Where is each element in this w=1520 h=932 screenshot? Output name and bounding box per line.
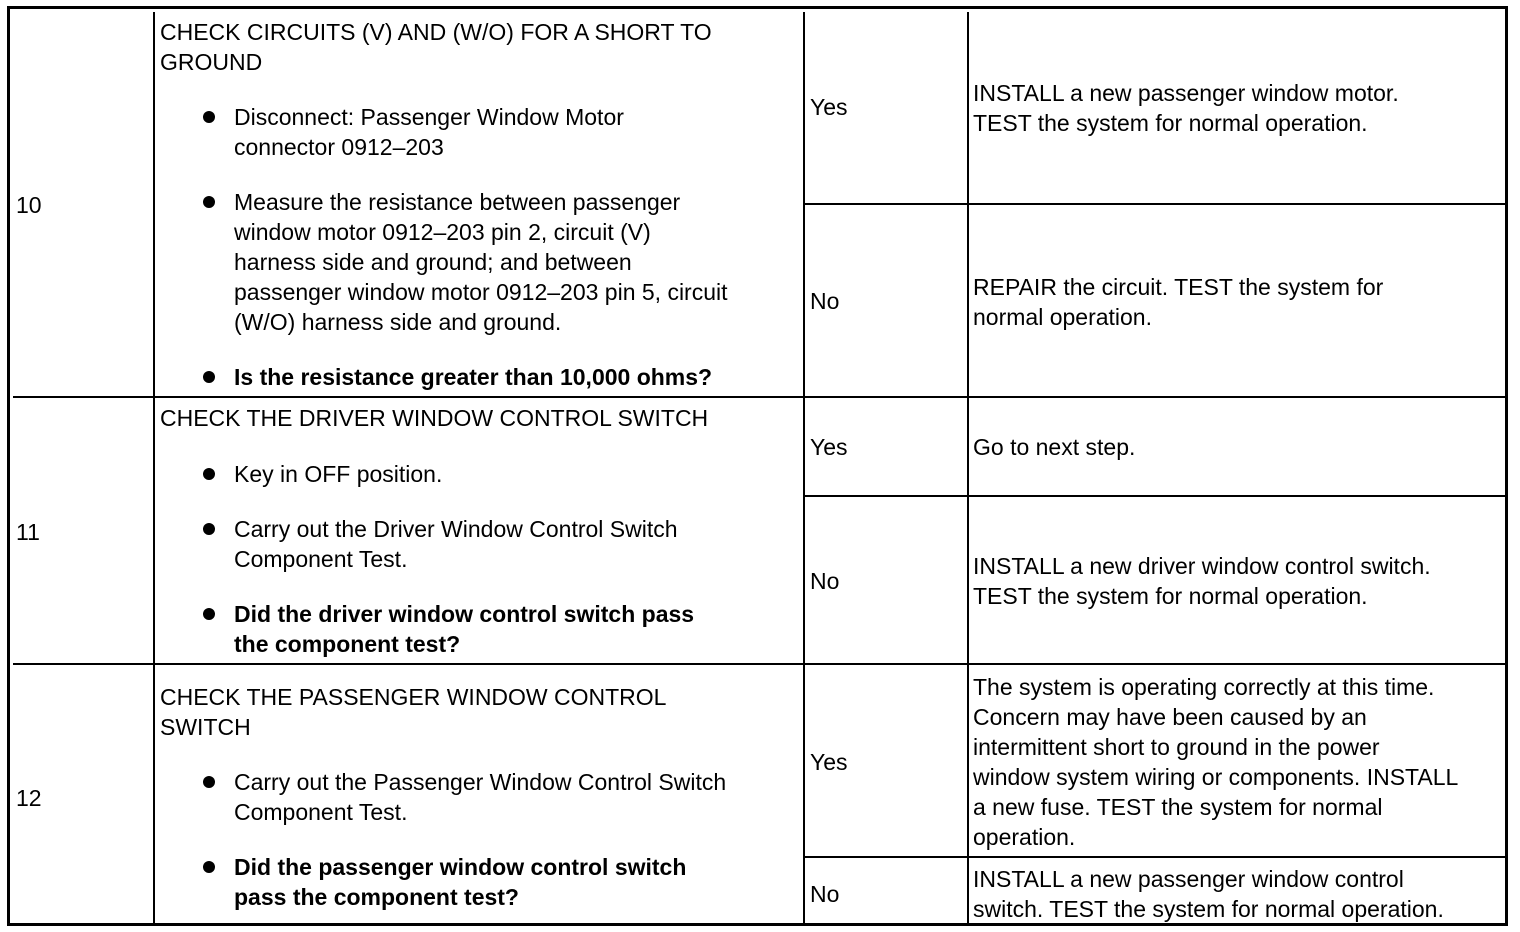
bullet-icon (203, 196, 215, 208)
step-number: 12 (16, 785, 42, 811)
action-line: normal operation. (973, 304, 1152, 330)
step-instruction-line: Measure the resistance between passenger (234, 189, 681, 215)
row-divider-1 (13, 396, 1508, 398)
row-divider-2 (13, 663, 1508, 665)
bullet-icon (203, 608, 215, 620)
action-line: TEST the system for normal operation. (973, 583, 1368, 609)
step-title-line: CHECK THE DRIVER WINDOW CONTROL SWITCH (160, 405, 709, 431)
bullet-icon (203, 861, 215, 873)
step-question-line: Did the driver window control switch pass (234, 601, 695, 627)
action-line: INSTALL a new passenger window control (973, 866, 1404, 892)
action-line: INSTALL a new passenger window motor. (973, 80, 1399, 106)
step-question-line: pass the component test? (234, 884, 519, 910)
action-line: INSTALL a new driver window control switch. (973, 553, 1431, 579)
step-number: 10 (16, 192, 42, 218)
step-instruction-line: Key in OFF position. (234, 461, 443, 487)
action-line: REPAIR the circuit. TEST the system for (973, 274, 1384, 300)
column-divider-2 (803, 12, 805, 926)
answer-no: No (810, 881, 840, 907)
answer-no: No (810, 288, 840, 314)
result-divider-step-3 (803, 856, 1508, 858)
step-instruction-line: Component Test. (234, 546, 408, 572)
action-line: operation. (973, 824, 1076, 850)
answer-yes: Yes (810, 434, 848, 460)
action-line: Concern may have been caused by an (973, 704, 1367, 730)
action-line: a new fuse. TEST the system for normal (973, 794, 1383, 820)
action-line: switch. TEST the system for normal operation. (973, 896, 1444, 922)
action-line: window system wiring or components. INSTALL (973, 764, 1459, 790)
result-divider-step-2 (803, 495, 1508, 497)
step-instruction-line: harness side and ground; and between (234, 249, 632, 275)
step-instruction-line: window motor 0912–203 pin 2, circuit (V) (234, 219, 651, 245)
bullet-icon (203, 371, 215, 383)
step-title-line: CHECK CIRCUITS (V) AND (W/O) FOR A SHORT TO (160, 19, 712, 45)
step-instruction-line: Carry out the Driver Window Control Switch (234, 516, 678, 542)
diagnostic-table (7, 6, 1508, 926)
step-instruction-line: Disconnect: Passenger Window Motor (234, 104, 624, 130)
answer-yes: Yes (810, 749, 848, 775)
step-number: 11 (16, 519, 40, 545)
step-instruction-line: Carry out the Passenger Window Control Switch (234, 769, 727, 795)
step-instruction-line: connector 0912–203 (234, 134, 444, 160)
bullet-icon (203, 523, 215, 535)
step-question-line: Is the resistance greater than 10,000 ohms? (234, 364, 713, 390)
bullet-icon (203, 111, 215, 123)
action-line: Go to next step. (973, 434, 1136, 460)
bullet-icon (203, 776, 215, 788)
step-instruction-line: Component Test. (234, 799, 408, 825)
bullet-icon (203, 468, 215, 480)
step-title-line: CHECK THE PASSENGER WINDOW CONTROL (160, 684, 667, 710)
step-title-line: GROUND (160, 49, 263, 75)
answer-no: No (810, 568, 840, 594)
step-question-line: the component test? (234, 631, 461, 657)
column-divider-3 (967, 12, 969, 926)
action-line: The system is operating correctly at this time. (973, 674, 1435, 700)
step-instruction-line: passenger window motor 0912–203 pin 5, circuit (234, 279, 728, 305)
action-line: TEST the system for normal operation. (973, 110, 1368, 136)
column-divider-1 (153, 12, 155, 926)
result-divider-step-1 (803, 203, 1508, 205)
answer-yes: Yes (810, 94, 848, 120)
step-title-line: SWITCH (160, 714, 251, 740)
action-line: intermittent short to ground in the power (973, 734, 1380, 760)
step-instruction-line: (W/O) harness side and ground. (234, 309, 562, 335)
step-question-line: Did the passenger window control switch (234, 854, 687, 880)
